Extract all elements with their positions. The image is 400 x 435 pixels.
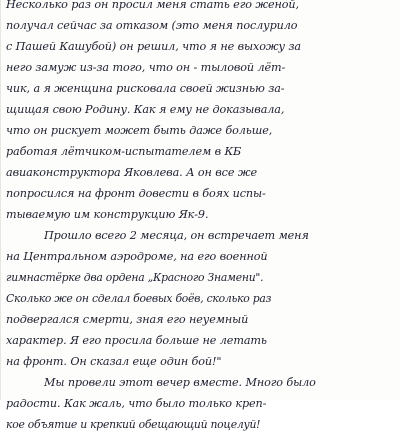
text-line: щищая свою Родину. Как я ему не доказывала, <box>6 103 285 116</box>
text-line: Сколько же он сделал боевых боёв, сколько раз <box>6 292 272 305</box>
text-line: него замуж из-за того, что он - тыловой лёт- <box>6 61 286 74</box>
text-line: на Центральном аэродроме, на его военной <box>6 250 268 263</box>
text-line: получал сейчас за отказом (это меня послурило <box>6 19 298 32</box>
text-line: что он рискует может быть даже больше, <box>6 124 273 137</box>
text-line: с Пашей Кашубой) он решил, что я не выхожу за <box>6 40 301 53</box>
text-line: на фронт. Он сказал еще один бой!" <box>6 355 222 368</box>
text-line: попросился на фронт довести в боях испы- <box>6 187 266 200</box>
text-line: кое объятие и крепкий обещающий поцелуй! <box>6 418 261 431</box>
paragraph-start-line: Мы провели этот вечер вместе. Много было <box>44 376 316 389</box>
text-line: чик, а я женщина рисковала своей жизнью за- <box>6 82 285 95</box>
text-line: тываемую им конструкцию Як-9. <box>6 208 209 221</box>
text-line: Несколько раз он просил меня стать его женой, <box>6 0 299 11</box>
page-edge <box>0 0 1 400</box>
text-line: гимнастёрке два ордена „Красного Знамени". <box>6 271 264 284</box>
paragraph-start-line: Прошло всего 2 месяца, он встречает меня <box>44 229 309 242</box>
text-line: подвергался смерти, зная его неуемный <box>6 313 249 326</box>
text-line: работая лётчиком-испытателем в КБ <box>6 145 242 158</box>
text-line: характер. Я его просила больше не летать <box>6 334 267 347</box>
text-line: авиаконструктора Яковлева. А он все же <box>6 166 257 179</box>
text-line: радости. Как жаль, что было только креп- <box>6 397 267 410</box>
handwritten-text <box>6 0 390 435</box>
